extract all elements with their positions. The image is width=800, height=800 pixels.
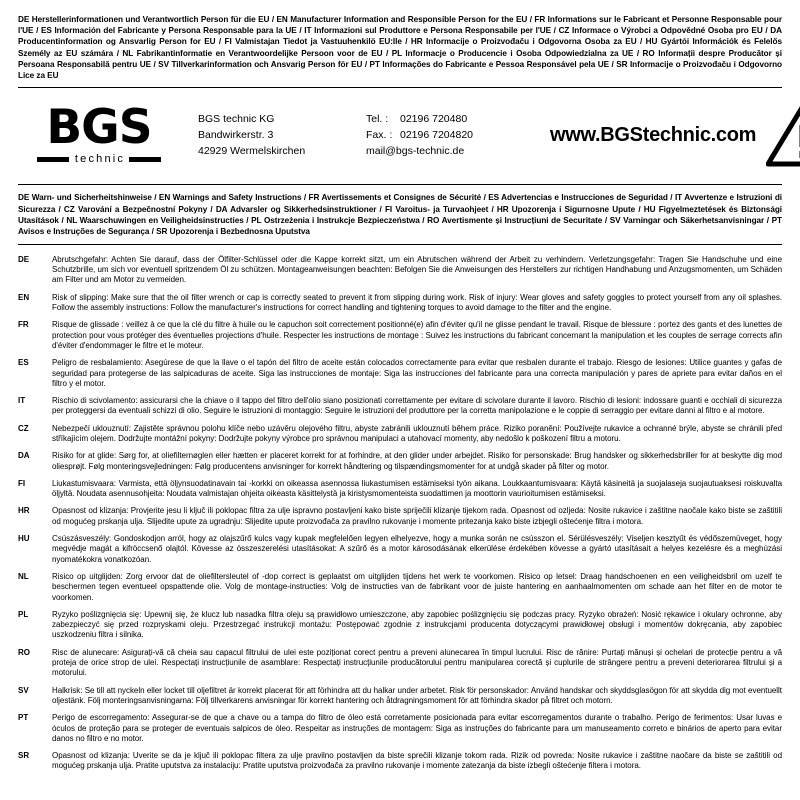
language-text: Risico op uitglijden: Zorg ervoor dat de oliefiltersleutel of -dop correct is geplaatst om uitglijden tijdens het werk te voorkomen. Risico op letsel: Draag handschoenen en een veiligheidsbril om uzelf te beschermen tegen eventueel opspattende olie. Volg de montage-instructies: Volg de instructies van de fabrikant voor de juiste hantering en aanhaalmomenten om schade aan het filter en de motor te voorkomen. [52, 571, 782, 602]
table-row [18, 255, 782, 293]
language-text: Peligro de resbalamiento: Asegúrese de que la llave o el tapón del filtro de aceite están colocados correctamente para evitar que resbalen durante el trabajo. Riesgo de lesiones: Utilice guantes y gafas de seguridad para protegerse de las salpicaduras de aceite. Siga las instrucciones de montaje: Siga las instrucciones del fabricante para una correcta manipulación y pares de apriete para evitar daños en el filtro y el motor. [52, 358, 782, 388]
company-contact [366, 111, 546, 159]
language-code: HU [18, 534, 30, 544]
bgs-logo [18, 100, 168, 166]
company-band-divider [18, 184, 782, 185]
logo-wordmark: BGS [46, 100, 152, 156]
warning-symbol-cell [756, 103, 800, 167]
warning-triangle-icon [766, 103, 800, 167]
language-text: Risc de alunecare: Asigurați-vă că cheia sau capacul filtrului de ulei este poziționat corect pentru a preveni alunecarea în timpul lucrului. Risc de rănire: Purtați mănuși și ochelari de protecție pentru a vă proteja de orice strop de ulei. Respectați instrucțiunile de asamblare: Respectați instrucțiunile producătorului pentru manipularea corectă și cuplurile de strângere pentru a preveni deteriorarea filtrului și a motorului. [52, 647, 782, 678]
telephone-label: Tel. : [366, 113, 389, 126]
company-city: 42929 Wermelskirchen [198, 145, 306, 158]
logo-bar-right [129, 157, 161, 162]
table-row [18, 396, 782, 424]
table-row [18, 451, 782, 479]
language-text: Halkrisk: Se till att nyckeln eller locket till oljefiltret är korrekt placerat för att förhindra att du halkar under arbetet. Risk för personskador: Använd handskar och skyddsglasögon för att skydda dig mot eventuellt oljestänk. Följ monteringsanvisningarna: Följ tillverkarens anvisningar för korrekt hantering och åtdragningsmoment för att förhindra skador på filtret och motorn. [52, 685, 782, 705]
table-row [18, 506, 782, 534]
telephone-row [366, 111, 546, 127]
language-text: Rischio di scivolamento: assicurarsi che la chiave o il tappo del filtro dell'olio siano posizionati correttamente per evitare di scivolare durante il lavoro. Rischio di lesioni: indossare guanti e occhiali di sicurezza per proteggersi da eventuali schizzi di olio. Seguire le istruzioni di montaggio: Seguire le istruzioni del produttore per la corretta manipolazione e le coppie di serraggio per evitare danni al filtro e al motore. [52, 396, 782, 416]
header-divider [18, 87, 782, 88]
email-row [366, 143, 546, 159]
language-code: NL [18, 571, 29, 581]
language-text: Risiko for at glide: Sørg for, at oliefilternøglen eller hætten er placeret korrekt for at forhindre, at den glider under arbejdet. Risiko for personskade: Brug handsker og sikkerhedsbriller for at beskytte dig mod oliesprøjt. Følg monteringsvejledningen: Følg producentens anvisninger for korrekt håndtering og tilspændingsmomenter for at undgå skader på filter og motor. [52, 451, 782, 471]
table-row [18, 293, 782, 321]
telephone-value: 02196 720480 [400, 113, 468, 126]
language-code: DA [18, 451, 30, 461]
fax-row [366, 127, 546, 143]
table-row [18, 320, 782, 358]
table-row [18, 424, 782, 452]
language-code: ES [18, 358, 29, 368]
company-name: BGS technic KG [198, 113, 275, 126]
language-code: HR [18, 506, 30, 516]
language-code: SR [18, 751, 30, 761]
language-code: SV [18, 685, 29, 695]
language-text: Perigo de escorregamento: Assegurar-se de que a chave ou a tampa do filtro de óleo está corretamente posicionada para evitar escorregamentos durante o trabalho. Perigo de ferimentos: Usar luvas e óculos de proteção para se proteger de eventuais salpicos de óleo. Respeitar as instruções de montagem: Siga as instruções do fabricante para um manuseamento correto e binários de aperto para evitar danos no filtro e no motor. [52, 713, 782, 743]
language-text: Risque de glissade : veillez à ce que la clé du filtre à huile ou le capuchon soit correctement positionné(e) afin d'éviter qu'il ne glisse pendant le travail. Risque de blessure : portez des gants et des lunettes de protection pour vous protéger des éventuelles projections d'huile. Respecter les instructions de montage : Suivez les instructions du fabricant concernant la manipulation et les couples de serrage corrects afin d'éviter d'endommager le filtre et le moteur. [52, 320, 782, 350]
language-code: RO [18, 647, 30, 657]
language-instructions-body [18, 255, 782, 779]
language-code: FR [18, 320, 29, 330]
language-code: CZ [18, 423, 29, 433]
language-text: Opasnost od klizanja: Provjerite jesu li ključ ili poklopac filtra za ulje ispravno postavljeni kako biste spriječili klizanje tijekom rada. Opasnost od ozljeda: Nosite rukavice i zaštitne naočale kako biste se zaštitili od mogućeg prskanja ulja. Slijedite upute za ugradnju: Slijedite upute proizvođača za pravilno rukovanje i momente pritezanja kako biste izbjegli oštećenje filtra i motora. [52, 506, 782, 526]
language-text: Ryzyko poślizgnięcia się: Upewnij się, że klucz lub nasadka filtra oleju są prawidłowo umieszczone, aby zapobiec poślizgnięciu się podczas pracy. Ryzyko obrażeń: Nosić rękawice i okulary ochronne, aby zabezpieczyć się przed rozpryskami oleju. Przestrzegać instrukcji montażu: Postępować zgodnie z instrukcjami producenta dotyczącymi prawidłowej obsługi i momentów dokręcania, aby zapobiec uszkodzeniu filtra i silnika. [52, 609, 782, 640]
logo-subtitle-text: technic [74, 153, 126, 166]
logo-subtitle [37, 153, 161, 165]
language-code: PT [18, 713, 29, 723]
table-row [18, 358, 782, 396]
table-row [18, 610, 782, 648]
safety-heading-divider [18, 244, 782, 245]
language-instructions-table [18, 255, 782, 779]
table-row [18, 479, 782, 507]
email-value: mail@bgs-technic.de [366, 145, 465, 158]
company-information-band [18, 92, 782, 178]
manufacturer-information-header: DE Herstellerinformationen und Verantwortlich Person für die EU / EN Manufacturer Information and Responsible Person for the EU / FR Informations sur le Fabricant et Personne Responsable pour l'UE / ES Información del Fabricante y Persona Responsable para la UE / IT Informazioni sul Produttore e Persona Responsabile per l'UE / CZ Informace o Výrobci a Odpovědné Osoba pro EU / DA Producentinformation og Ansvarlig Person for EU / FI Valmistajan Tiedot ja Vastuuhenkilö EU:lle / HR Informacije o Proizvođaču i Odgovorna Osoba za EU / HU Gyártói Információk és Felelős Személy az EU számára / NL Fabrikantinformatie en Verantwoordelijke Persoon voor de EU / PL Informacje o Producencie i Osoba Odpowiedzialna za UE / RO Informații despre Producător și Persoana Responsabilă pentru UE / SV Tillverkarinformation och Ansvarig Person för EU / PT Informações do Fabricante e Pessoa Responsável pela UE / SR Informacije o Proizvođaču i Odgovorno Lice za EU [18, 15, 782, 81]
table-row [18, 534, 782, 572]
language-text: Opasnost od klizanja: Uverite se da je ključ ili poklopac filtera za ulje pravilno postavljen da biste sprečili klizanje tokom rada. Rizik od povreda: Nosite rukavice i zaštitne naočare da biste se zaštitili od mogućeg prskanja ulja. Pratite uputstva za instalaciju: Pratite uputstva proizvođača za pravilno rukovanje i momente zatezanja da biste izbegli oštećenje filtera i motora. [52, 751, 782, 771]
language-code: PL [18, 609, 29, 619]
language-text: Risk of slipping: Make sure that the oil filter wrench or cap is correctly seated to prevent it from slipping during work. Risk of injury: Wear gloves and safety goggles to protect yourself from any oil splashes. Follow the assembly instructions: Follow the manufacturer's instructions for correct handling and tightening torques to avoid damage to the filter and the engine. [52, 292, 782, 313]
language-code: EN [18, 292, 30, 302]
website-url [546, 124, 756, 147]
language-code: IT [18, 396, 26, 406]
language-text: Abrutschgefahr: Achten Sie darauf, dass der Ölfilter-Schlüssel oder die Kappe korrekt sitzt, um ein Abrutschen während der Arbeit zu verhindern. Verletzungsgefahr: Tragen Sie Handschuhe und eine Schutzbrille, um sich vor eventuell spritzendem Öl zu schützen. Montageanweisungen beachten: Befolgen Sie die Anweisungen des Herstellers zur richtigen Handhabung und Anzugsmomenten, um Schäden am Filter und am Motor zu vermeiden. [52, 254, 782, 285]
table-row [18, 751, 782, 779]
table-row [18, 713, 782, 751]
table-row [18, 648, 782, 686]
company-street: Bandwirkerstr. 3 [198, 129, 274, 142]
language-text: Nebezpečí uklouznutí: Zajistěte správnou polohu klíče nebo uzávěru olejového filtru, abyste zabránili uklouznutí během práce. Riziko poranění: Používejte rukavice a ochranné brýle, abyste se chránili před stříkajícím olejem. Dodržujte montážní pokyny: Dodržujte pokyny výrobce pro správnou manipulaci a utahovací momenty, aby nedošlo k poškození filtru a motoru. [52, 423, 782, 443]
language-code: DE [18, 254, 30, 264]
language-text: Csúszásveszély: Gondoskodjon arról, hogy az olajszűrő kulcs vagy kupak megfelelően legyen elhelyezve, hogy a munka során ne csússzon el. Sérülésveszély: Viseljen kesztyűt és védőszemüveget, hogy megvédje magát a kifröccsenő olajtól. Kövesse az összeszerelési utasításokat: A szűrő és a motor károsodásának elkerülése érdekében kövesse a gyártó utasításait a helyes kezelésre és a meghúzási nyomatékokra vonatkozóan. [52, 534, 782, 564]
language-text: Liukastumisvaara: Varmista, että öljynsuodatinavain tai -korkki on oikeassa asennossa liukastumisen estämiseksi työn aikana. Loukkaantumisvaara: Käytä käsineitä ja suojalaseja suojautuaksesi roiskuvalta öljyltä. Noudata asennusohjeita: Noudata valmistajan ohjeita oikeasta käsittelystä ja kiristysmomenteista suodattimen ja moottorin vaurioitumisen estämiseksi. [52, 478, 782, 499]
language-code: FI [18, 478, 26, 488]
safety-instructions-heading: DE Warn- und Sicherheitshinweise / EN Warnings and Safety Instructions / FR Avertissements et Consignes de Sécurité / ES Advertencias e Instrucciones de Seguridad / IT Avvertenze e Istruzioni di Sicurezza / CZ Varování a Bezpečnostní Pokyny / DA Advarsler og Sikkerhedsinstruktioner / FI Varoitus- ja Turvaohjeet / HR Upozorenja i Sigurnosne Upute / HU Figyelmeztetések és Biztonsági Utasítások / NL Waarschuwingen en Veiligheidsinstructies / PL Ostrzeżenia i Instrukcje Bezpieczeństwa / RO Avertismente și Instrucțiuni de Securitate / SV Varningar och Säkerhetsanvisningar / PT Avisos e Instruções de Segurança / SR Upozorenja i Bezbednosna Uputstva [18, 193, 782, 237]
table-row [18, 572, 782, 610]
company-address [168, 111, 366, 159]
website-text: www.BGStechnic.com [550, 123, 757, 146]
fax-value: 02196 7204820 [400, 129, 473, 142]
logo-bar-left [37, 157, 69, 162]
fax-label: Fax. : [366, 129, 393, 142]
table-row [18, 686, 782, 714]
